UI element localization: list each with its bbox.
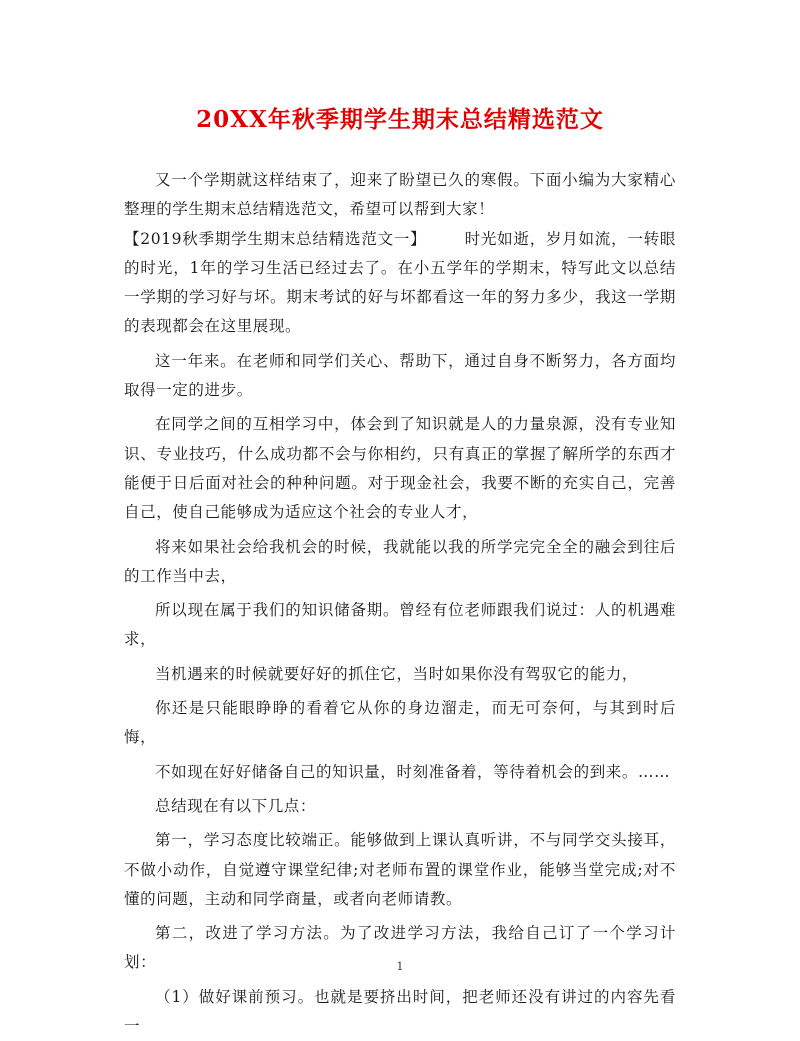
body-paragraph: 你还是只能眼睁睁的看着它从你的身边溜走，而无可奈何，与其到时后悔， xyxy=(124,699,676,747)
document-title: 20XX年秋季期学生期末总结精选范文 xyxy=(196,106,604,133)
section-paragraph xyxy=(124,225,676,342)
body-paragraph: 所以现在属于我们的知识储备期。曾经有位老师跟我们说过：人的机遇难求， xyxy=(124,601,676,649)
document-body xyxy=(124,166,676,1041)
body-paragraph: 第二，改进了学习方法。为了改进学习方法，我给自己订了一个学习计划： xyxy=(124,924,676,972)
intro-paragraph: 又一个学期就这样结束了，迎来了盼望已久的寒假。下面小编为大家精心整理的学生期末总结精选范文，希望可以帮到大家！ xyxy=(124,171,676,219)
section-first-paragraph: 时光如逝，岁月如流，一转眼的时光，1年的学习生活已经过去了。在小五学年的学期末，特写此文以总结一学期的学习好与坏。期末考试的好与坏都看这一年的努力多少，我这一学期的表现都会在这里展现。 xyxy=(124,229,676,336)
section-heading: 【2019秋季期学生期末总结精选范文一】 xyxy=(124,229,427,248)
body-paragraph: （1）做好课前预习。也就是要挤出时间，把老师还没有讲过的内容先看一 xyxy=(124,987,676,1036)
page-number: 1 xyxy=(396,960,404,973)
body-paragraph: 将来如果社会给我机会的时候，我就能以我的所学完完全全的融会到往后的工作当中去， xyxy=(124,537,676,585)
body-paragraph: 不如现在好好储备自己的知识量，时刻准备着，等待着机会的到来。…… xyxy=(155,762,671,781)
body-paragraph: 这一年来。在老师和同学们关心、帮助下，通过自身不断努力，各方面均取得一定的进步。 xyxy=(124,351,676,400)
body-paragraph: 在同学之间的互相学习中，体会到了知识就是人的力量泉源，没有专业知识、专业技巧，什么成功都不会与你相约，只有真正的掌握了解所学的东西才能便于日后面对社会的种种问题。对于现金社会，我要不断的充实自己，完善自己，使自己能够成为适应这个社会的专业人才， xyxy=(124,415,676,522)
body-paragraph: 总结现在有以下几点： xyxy=(155,796,317,815)
body-paragraph: 第一，学习态度比较端正。能够做到上课认真听讲，不与同学交头接耳，不做小动作，自觉遵守课堂纪律;对老师布置的课堂作业，能够当堂完成;对不懂的问题，主动和同学商量，或者向老师请教。 xyxy=(124,831,676,908)
body-paragraph: 当机遇来的时候就要好好的抓住它，当时如果你没有驾驭它的能力， xyxy=(155,664,639,683)
